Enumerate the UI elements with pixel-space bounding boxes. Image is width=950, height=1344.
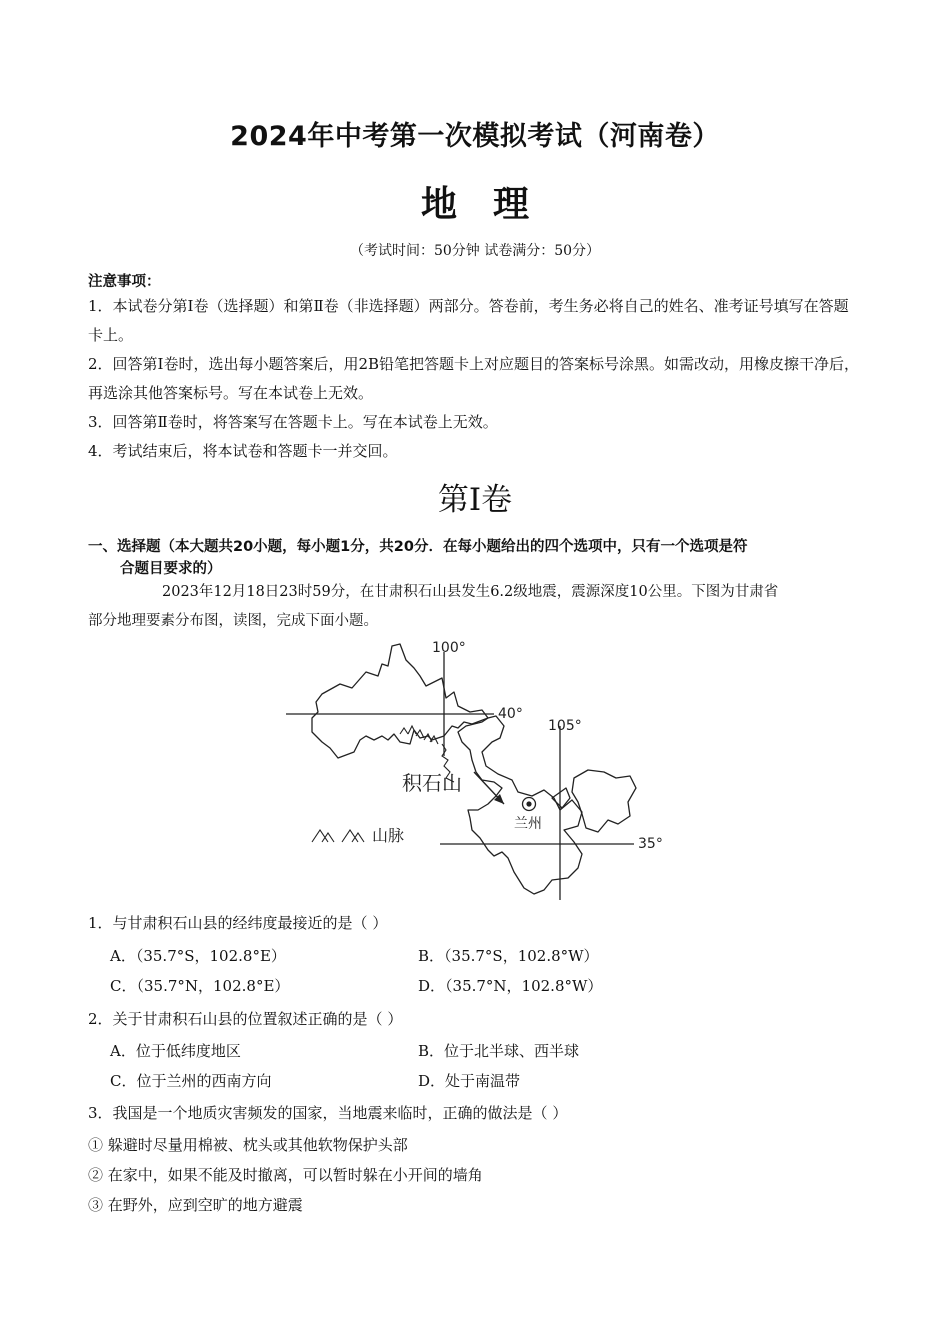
section-title: 第Ⅰ卷	[437, 482, 513, 518]
mountain-legend-label: 山脉	[372, 826, 405, 845]
gansu-outline	[458, 716, 582, 894]
lon-105-label: 105°	[548, 718, 582, 734]
note-item: 2．回答第Ⅰ卷时，选出每小题答案后，用2B铅笔把答题卡上对应题目的答案标号涂黑。如需改动，用橡皮擦干净后，再选涂其他答案标号。写在本试卷上无效。	[88, 355, 860, 402]
lanzhou-label: 兰州	[514, 816, 542, 832]
lat-35-label: 35°	[638, 836, 663, 852]
exam-info: （考试时间：50分钟 试卷满分：50分）	[349, 243, 601, 259]
part1-heading	[88, 536, 868, 580]
question-2-stem: 2．关于甘肃积石山县的位置叙述正确的是（ ）	[88, 1010, 403, 1028]
note-item: 4．考试结束后，将本试卷和答题卡一并交回。	[88, 442, 398, 460]
q2-option-c[interactable]: C．位于兰州的西南方向	[110, 1072, 272, 1090]
q1-option-b[interactable]: B．（35.7°S，102.8°W）	[418, 947, 599, 965]
lanzhou-city-marker	[526, 801, 531, 806]
q3-statement-2: ② 在家中，如果不能及时撤离，可以暂时躲在小开间的墙角	[88, 1166, 483, 1184]
lon-100-label: 100°	[432, 640, 466, 656]
gansu-map	[282, 632, 674, 904]
note-item: 1．本试卷分第Ⅰ卷（选择题）和第Ⅱ卷（非选择题）两部分。答卷前，考生务必将自己的姓名、准考证号填写在答题卡上。	[88, 297, 849, 344]
lat-40-label: 40°	[498, 706, 523, 722]
jishishan-label: 积石山	[402, 771, 462, 795]
q2-option-a[interactable]: A．位于低纬度地区	[110, 1042, 241, 1060]
subject-title: 地理	[420, 184, 565, 225]
notes-heading: 注意事项：	[88, 274, 161, 290]
mountain-legend-icon	[342, 830, 364, 842]
intro-line1: 2023年12月18日23时59分，在甘肃积石山县发生6.2级地震，震源深度10公里。下图为甘肃省	[162, 584, 779, 600]
q3-statement-3: ③ 在野外，应到空旷的地方避震	[88, 1196, 303, 1214]
note-item: 3．回答第Ⅱ卷时，将答案写在答题卡上。写在本试卷上无效。	[88, 413, 498, 431]
intro-line2: 部分地理要素分布图，读图，完成下面小题。	[88, 613, 378, 629]
mountain-range-symbol	[400, 726, 438, 744]
question-intro	[88, 578, 868, 636]
notes-list	[88, 292, 863, 466]
gansu-outline	[572, 770, 636, 832]
q3-statement-1: ① 躲避时尽量用棉被、枕头或其他软物保护头部	[88, 1136, 408, 1154]
question-1-stem: 1．与甘肃积石山县的经纬度最接近的是（ ）	[88, 914, 388, 932]
q2-option-b[interactable]: B．位于北半球、西半球	[418, 1042, 580, 1060]
mountain-legend-icon	[312, 830, 334, 842]
q1-option-d[interactable]: D．（35.7°N，102.8°W）	[418, 977, 603, 995]
q1-option-c[interactable]: C．（35.7°N，102.8°E）	[110, 977, 290, 995]
question-3-stem: 3．我国是一个地质灾害频发的国家，当地震来临时，正确的做法是（ ）	[88, 1104, 568, 1122]
q2-option-d[interactable]: D．处于南温带	[418, 1072, 521, 1090]
part1-heading-line2: 合题目要求的）	[120, 561, 222, 577]
part1-heading-line1: 一、选择题（本大题共20小题，每小题1分，共20分．在每小题给出的四个选项中，只有一个选项是符	[88, 539, 748, 555]
q1-option-a[interactable]: A．（35.7°S，102.8°E）	[110, 947, 286, 965]
exam-title: 2024年中考第一次模拟考试（河南卷）	[230, 121, 720, 152]
